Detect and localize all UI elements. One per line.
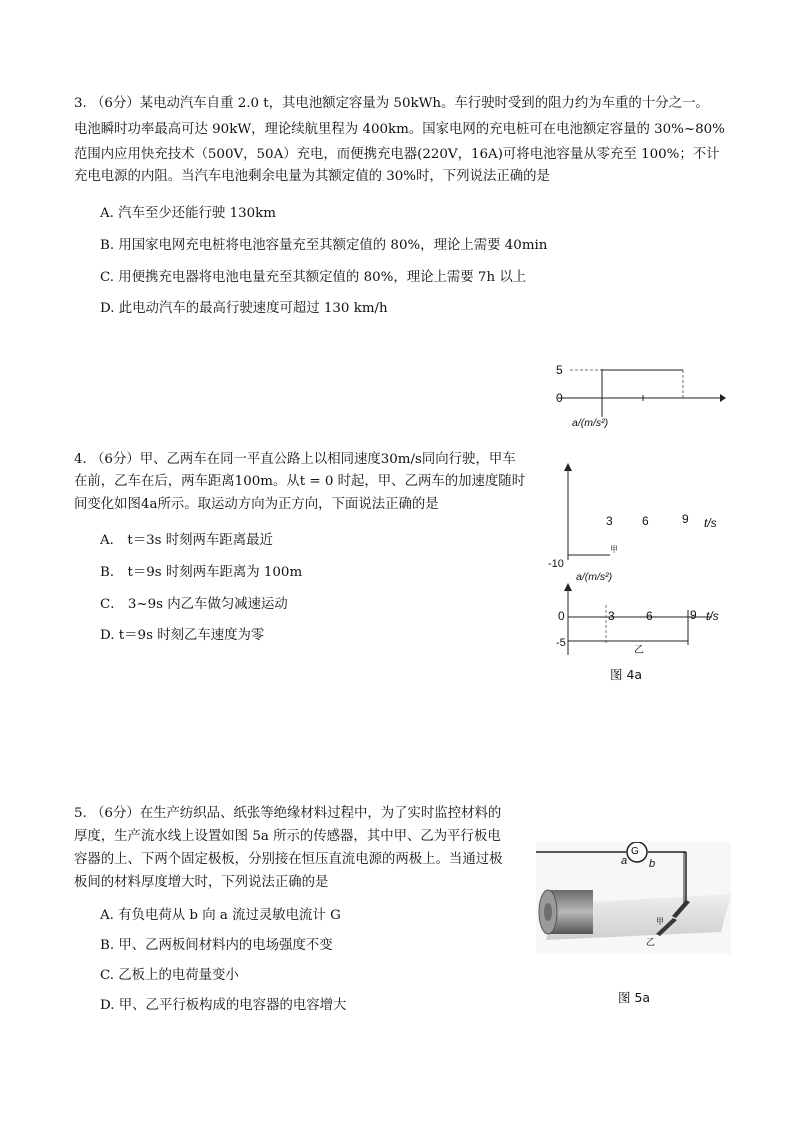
terminal-b-label: b: [649, 858, 656, 870]
figure-5a-caption: 图 5a: [618, 990, 651, 1005]
mid-tick-9: 9: [682, 512, 689, 526]
bot-tick-neg5: -5: [556, 637, 566, 649]
q5-line-3: 容器的上、下两个固定极板，分别接在恒压直流电源的两极上。当通过极: [74, 852, 503, 867]
q3-option-b: B. 用国家电网充电桩将电池容量充至其额定值的 80%，理论上需要 40min: [100, 238, 548, 253]
q5-line-1: 5. （6分）在生产纺织品、纸张等绝缘材料过程中，为了实时监控材料的: [74, 806, 502, 821]
galvanometer-label: G: [631, 846, 639, 857]
plate-yi-label: 乙: [646, 937, 656, 947]
roll-core: [544, 903, 552, 921]
bot-tick-0: 0: [558, 609, 565, 623]
q3-option-a: A. 汽车至少还能行驶 130km: [100, 206, 276, 221]
mid-tick-6: 6: [642, 514, 649, 528]
q5-line-2: 厚度，生产流水线上设置如图 5a 所示的传感器，其中甲、乙为平行板电: [74, 829, 501, 844]
figure-5a-photo: [536, 842, 731, 954]
bot-tick-3: 3: [608, 609, 615, 623]
q3-option-c: C. 用便携充电器将电池电量充至其额定值的 80%，理论上需要 7h 以上: [100, 270, 527, 285]
plate-jia-label: 甲: [656, 917, 664, 926]
bot-arrow-icon: [564, 583, 572, 591]
mid-arrow-icon: [564, 463, 572, 471]
q3-line-1: 3. （6分）某电动汽车自重 2.0 t，其电池额定容量为 50kWh。车行驶时受到的阻力约为车重的十分之一。: [74, 96, 709, 111]
mid-y-label: a/(m/s²): [576, 571, 613, 583]
q3-line-3: 范围内应用快充技术（500V，50A）充电，而便携充电器(220V，16A)可将电池容量从零充至 100%；不计: [74, 147, 720, 162]
q5-line-4: 板间的材料厚度增大时，下列说法正确的是: [74, 875, 329, 890]
top-arrow-icon: [720, 394, 726, 402]
figure-4a-caption: 图 4a: [610, 667, 643, 682]
bot-t-label: t/s: [706, 609, 719, 623]
top-y-label: a/(m/s²): [572, 417, 609, 429]
bot-tick-9: 9: [690, 608, 697, 622]
mid-series-label: 甲: [610, 545, 618, 554]
q5-option-d: D. 甲、乙平行板构成的电容器的电容增大: [100, 998, 347, 1013]
terminal-a-label: a: [621, 855, 628, 867]
q3-option-d: D. 此电动汽车的最高行驶速度可超过 130 km/h: [100, 301, 388, 316]
q4-line-3: 间变化如图4a所示。取运动方向为正方向，下面说法正确的是: [74, 497, 439, 512]
q4-option-b: B． t＝9s 时刻两车距离为 100m: [100, 565, 303, 580]
mid-tick-3: 3: [606, 514, 613, 528]
top-tick-0: 0: [556, 391, 563, 405]
q4-option-a: A． t＝3s 时刻两车距离最近: [100, 533, 273, 548]
q5-option-b: B. 甲、乙两板间材料内的电场强度不变: [100, 938, 333, 953]
bot-tick-6: 6: [646, 609, 653, 623]
q4-option-d: D. t＝9s 时刻乙车速度为零: [100, 628, 265, 643]
q4-line-2: 在前，乙车在后，两车距离100m。从t = 0 时起，甲、乙两车的加速度随时: [74, 474, 526, 489]
q5-option-c: C. 乙板上的电荷量变小: [100, 968, 239, 983]
mid-t-label: t/s: [704, 516, 717, 530]
q3-line-2: 电池瞬时功率最高可达 90kW，理论续航里程为 400km。国家电网的充电桩可在电池额定容量的 30%~80%: [74, 122, 725, 137]
top-tick-5: 5: [556, 363, 563, 377]
bot-series-label: 乙: [634, 645, 644, 656]
q4-line-1: 4. （6分）甲、乙两车在同一平直公路上以相同速度30m/s同向行驶，甲车: [74, 452, 516, 467]
q3-line-4: 充电电源的内阻。当汽车电池剩余电量为其额定值的 30%时，下列说法正确的是: [74, 169, 550, 184]
q5-option-a: A. 有负电荷从 b 向 a 流过灵敏电流计 G: [100, 908, 341, 923]
q4-option-c: C． 3~9s 内乙车做匀减速运动: [100, 597, 288, 612]
mid-tick-neg10: -10: [548, 558, 564, 570]
